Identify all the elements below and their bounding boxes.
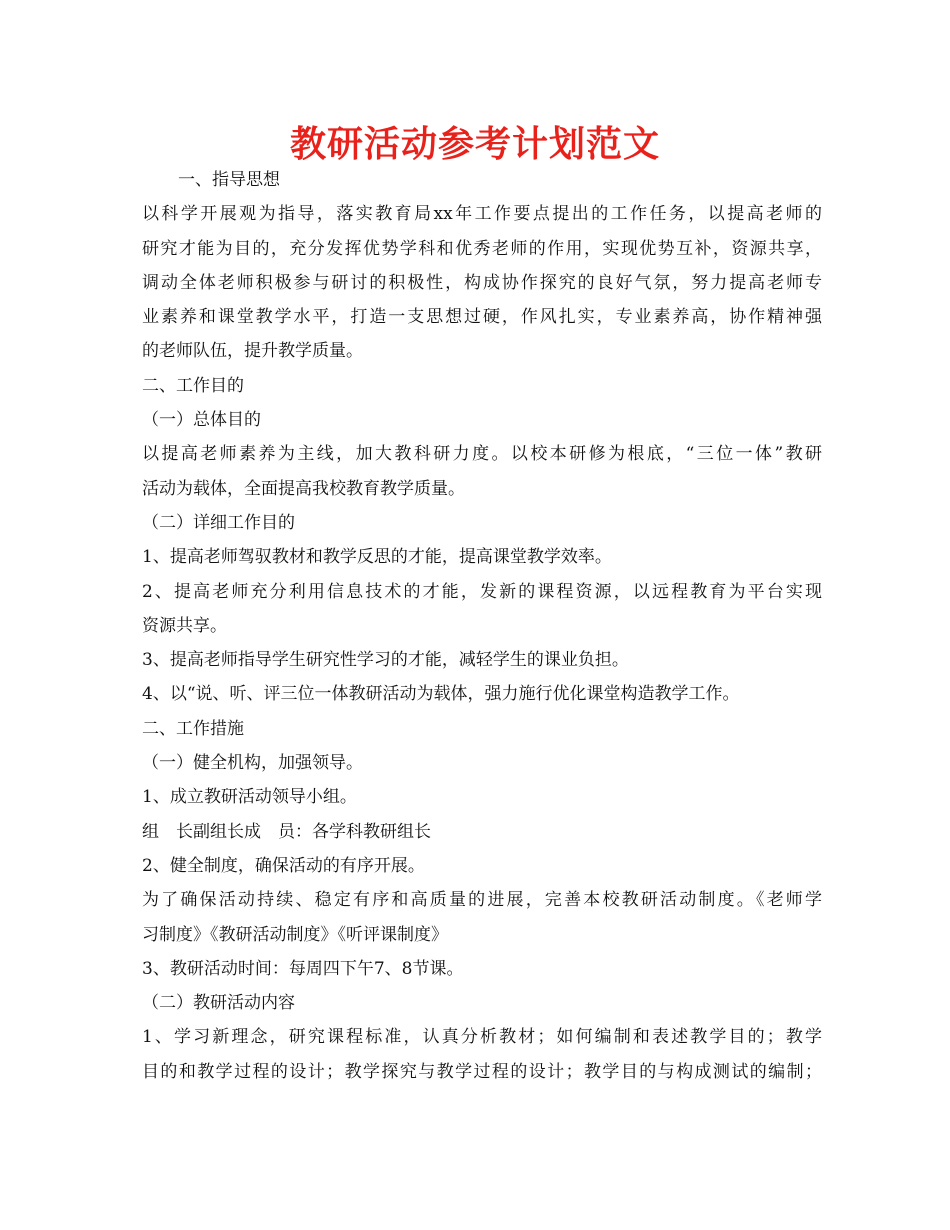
paragraph-line: 为了确保活动持续、稳定有序和高质量的进展，完善本校教研活动制度。《老师学 — [142, 890, 822, 911]
list-item-continuation: 目的和教学过程的设计；教学探究与教学过程的设计；教学目的与构成测试的编制； — [142, 1061, 822, 1082]
section-heading: 二、工作措施 — [142, 718, 244, 739]
paragraph-line: 习制度》《教研活动制度》《听评课制度》 — [142, 924, 448, 945]
list-item: 2、健全制度，确保活动的有序开展。 — [142, 855, 425, 876]
section-heading: 一、指导思想 — [178, 170, 280, 190]
paragraph-line: 研究才能为目的，充分发挥优势学科和优秀老师的作用，实现优势互补，资源共享， — [142, 238, 822, 259]
list-item: 3、提高老师指导学生研究性学习的才能，减轻学生的课业负担。 — [142, 650, 629, 671]
paragraph-line: 业素养和课堂教学水平，打造一支思想过硬，作风扎实，专业素养高，协作精神强 — [142, 307, 822, 328]
subsection-heading: （二）教研活动内容 — [142, 993, 295, 1014]
subsection-heading: （一）健全机构，加强领导。 — [142, 753, 363, 774]
paragraph-line: 以提高老师素养为主线，加大教科研力度。以校本研修为根底，“三位一体”教研 — [142, 444, 822, 465]
list-item: 2、提高老师充分利用信息技术的才能，发新的课程资源，以远程教育为平台实现 — [142, 581, 822, 602]
list-item: 4、以“说、听、评三位一体教研活动为载体，强力施行优化课堂构造教学工作。 — [142, 684, 740, 705]
subsection-heading: （二）详细工作目的 — [142, 512, 295, 533]
page-title: 教研活动参考计划范文 — [289, 124, 660, 165]
paragraph-line: 以科学开展观为指导，落实教育局xx年工作要点提出的工作任务，以提高老师的 — [142, 204, 822, 225]
paragraph-line: 调动全体老师积极参与研讨的积极性，构成协作探究的良好气氛，努力提高老师专 — [142, 272, 822, 293]
subsection-heading: （一）总体目的 — [142, 410, 261, 431]
paragraph-line: 活动为载体，全面提高我校教育教学质量。 — [142, 478, 465, 499]
list-item: 1、成立教研活动领导小组。 — [142, 787, 357, 808]
document-body — [142, 163, 822, 1089]
list-item: 3、教研活动时间：每周四下午7、8节课。 — [142, 958, 464, 979]
list-item: 1、提高老师驾驭教材和教学反思的才能，提高课堂教学效率。 — [142, 547, 612, 568]
list-item: 1、学习新理念，研究课程标准，认真分析教材；如何编制和表述教学目的；教学 — [142, 1027, 822, 1048]
section-heading: 二、工作目的 — [142, 375, 244, 396]
list-item-continuation: 资源共享。 — [142, 615, 227, 636]
paragraph-line: 组 长副组长成 员：各学科教研组长 — [142, 821, 431, 842]
paragraph-line: 的老师队伍，提升教学质量。 — [142, 341, 363, 362]
